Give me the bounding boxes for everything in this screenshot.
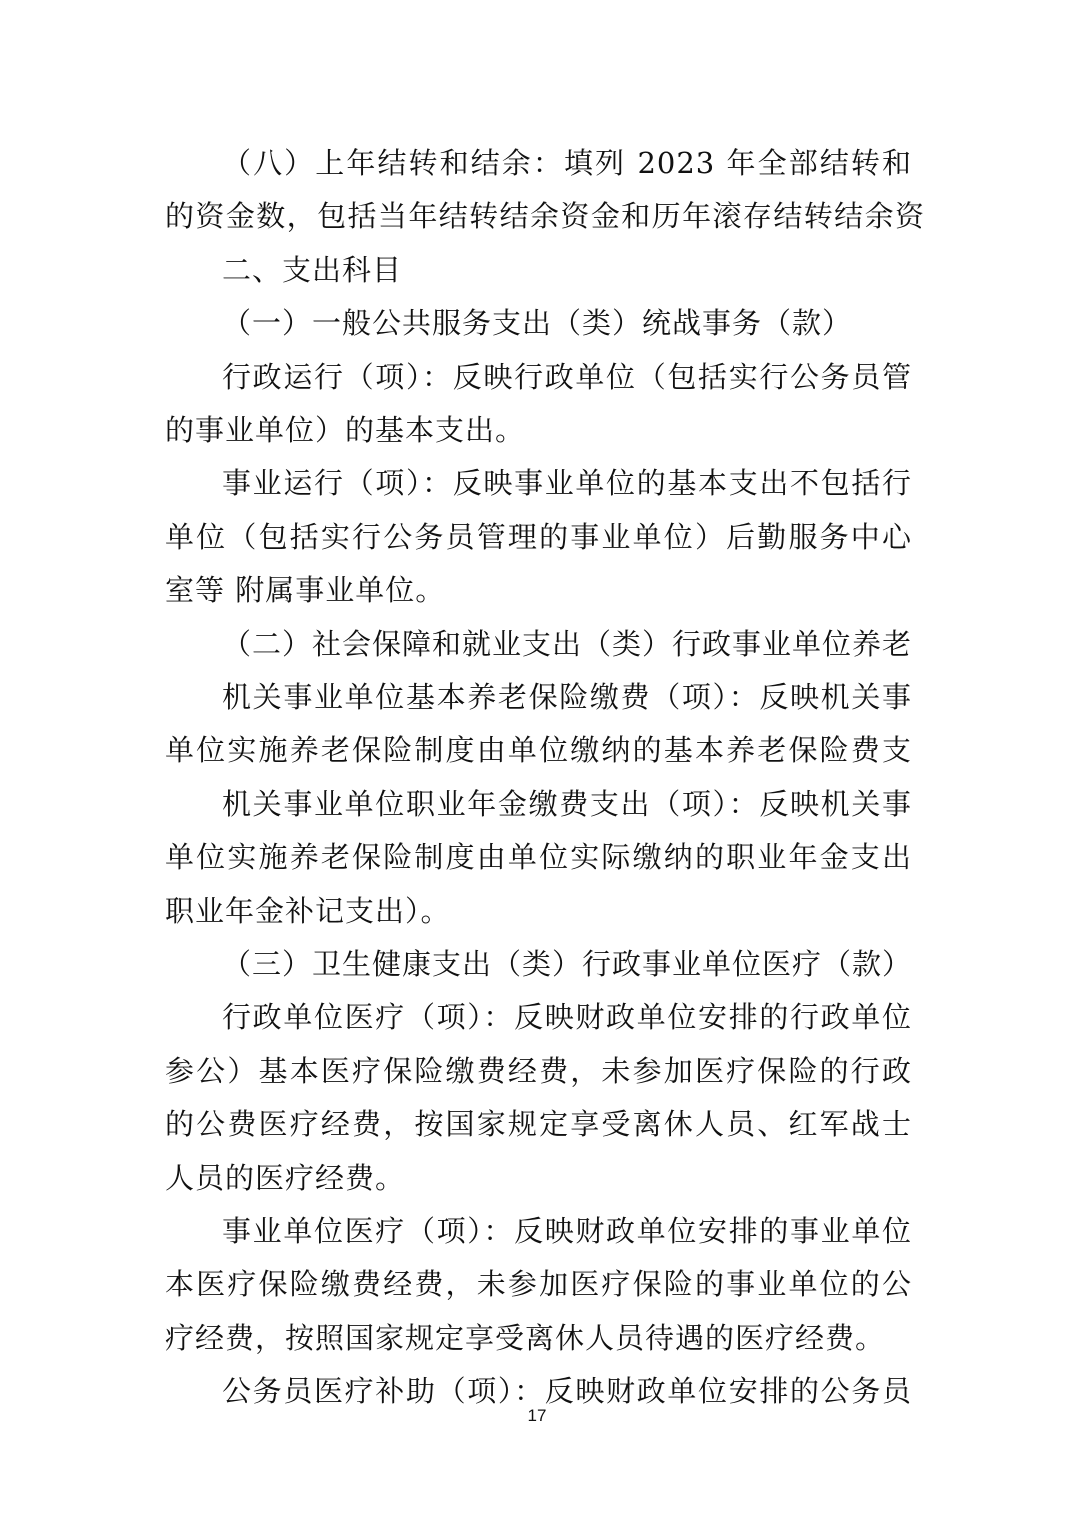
text-line: 机关事业单位基本养老保险缴费（项）：反映机关事: [222, 680, 912, 714]
text-line: （八）上年结转和结余：填列 2023 年全部结转和: [222, 146, 912, 180]
text-line: 单位实施养老保险制度由单位缴纳的基本养老保险费支: [165, 733, 912, 768]
page-number: 17: [527, 1406, 547, 1425]
text-line: 单位（包括实行公务员管理的事业单位）后勤服务中心: [165, 519, 912, 554]
text-line: 机关事业单位职业年金缴费支出（项）：反映机关事: [222, 786, 912, 821]
text-line: 的事业单位）的基本支出。: [165, 413, 526, 447]
text-line: 人员的医疗经费。: [165, 1160, 406, 1195]
text-line: 参公）基本医疗保险缴费经费，未参加医疗保险的行政: [165, 1053, 912, 1088]
text-line: 本医疗保险缴费经费，未参加医疗保险的事业单位的公: [165, 1267, 912, 1302]
text-line: 职业年金补记支出）。: [165, 893, 451, 928]
text-line: 二、支出科目: [222, 252, 403, 287]
text-line: 的公费医疗经费，按国家规定享受离休人员、红军战士: [165, 1107, 912, 1142]
text-line: 单位实施养老保险制度由单位实际缴纳的职业年金支出: [165, 840, 912, 875]
text-line: 公务员医疗补助（项）：反映财政单位安排的公务员: [222, 1374, 912, 1409]
text-line: 事业单位医疗（项）：反映财政单位安排的事业单位: [222, 1214, 912, 1248]
text-line: （一）一般公共服务支出（类）统战事务（款）: [222, 306, 853, 341]
text-line: （二）社会保障和就业支出（类）行政事业单位养老: [222, 626, 912, 661]
text-line: 室等 附属事业单位。: [165, 573, 446, 608]
text-line: 的资金数，包括当年结转结余资金和历年滚存结转结余资: [165, 199, 925, 234]
text-line: 疗经费，按照国家规定享受离休人员待遇的医疗经费。: [165, 1320, 886, 1355]
text-line: 行政单位医疗（项）：反映财政单位安排的行政单位: [222, 1000, 912, 1035]
text-line: 事业运行（项）：反映事业单位的基本支出不包括行: [222, 466, 912, 501]
text-line: （三）卫生健康支出（类）行政事业单位医疗（款）: [222, 947, 913, 981]
text-line: 行政运行（项）：反映行政单位（包括实行公务员管: [222, 359, 912, 394]
